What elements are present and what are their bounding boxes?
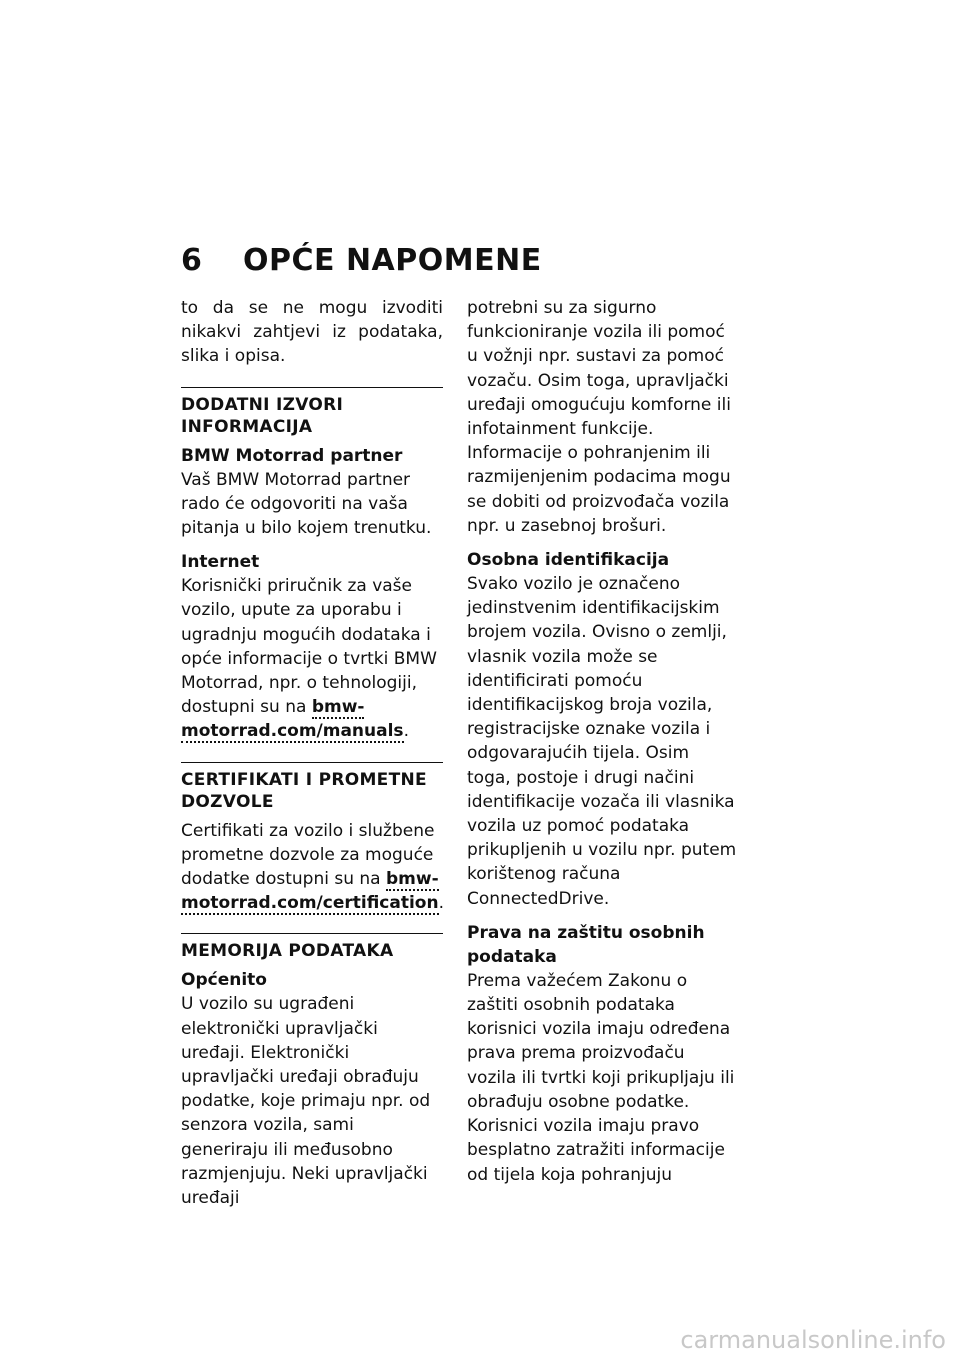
watermark: carmanualsonline.info xyxy=(680,1326,946,1354)
prava-text: Prema važećem Zakonu o zaštiti osobnih podataka korisnici vozila imaju određena prava prema proizvođaču vozila ili tvrtki koji prikupljaju ili obrađuju osobne podatke. xyxy=(467,970,735,1112)
subheading-internet: Internet xyxy=(181,552,260,573)
subheading-prava: Prava na zaštitu osobnih podataka xyxy=(467,922,705,967)
section-heading-memorija: MEMORIJA PODATAKA xyxy=(181,941,394,962)
section-heading-certifikati: CERTIFIKATI I PROMETNE DOZVOLE xyxy=(181,769,427,812)
subheading-opcenito: Općenito xyxy=(181,970,267,991)
internet-text xyxy=(181,574,443,743)
opcenito-text: U vozilo su ugrađeni elektronički upravljački uređaji. Elektronički upravljački uređaji obrađuju podatke, koje primaju npr. od senzora vozila, sami generiraju ili međusobno razmjenjuju. Neki upravljački uređaji xyxy=(181,994,431,1209)
section-memorija xyxy=(181,933,443,1210)
left-column xyxy=(181,296,443,1210)
right-column xyxy=(467,296,737,1187)
subheading-partner: BMW Motorrad partner xyxy=(181,445,403,466)
certification-link[interactable]: bmw-motorrad.com/certification xyxy=(181,869,439,914)
chapter-title xyxy=(181,243,542,278)
partner-text: Vaš BMW Motorrad partner rado će odgovoriti na vaša pitanja u bilo kojem trenutku. xyxy=(181,469,432,539)
section-dodatni xyxy=(181,387,443,744)
right-paragraph-1: potrebni su za sigurno funkcioniranje vozila ili pomoć u vožnji npr. sustavi za pomoć vozaču. Osim toga, upravljački uređaji omogućuju komforne ili infotainment funkcije. xyxy=(467,298,731,440)
internet-text-body: Korisnički priručnik za vaše vozilo, upute za uporabu i ugradnju mogućih dodataka i opće informacije o tvrtki BMW Motorrad, npr. o tehnologiji, dostupni su na xyxy=(181,576,437,718)
manuals-link[interactable]: bmw-motorrad.com/manuals xyxy=(181,697,404,742)
chapter-number: 6 xyxy=(181,243,203,278)
right-paragraph-2: Informacije o pohranjenim ili razmijenjenim podacima mogu se dobiti od proizvođača vozila npr. u zasebnoj brošuri. xyxy=(467,443,731,536)
prava-text-2: Korisnici vozila imaju pravo besplatno zatražiti informacije od tijela koja pohranjuju xyxy=(467,1116,725,1185)
section-heading-dodatni: DODATNI IZVORI INFORMACIJA xyxy=(181,394,344,437)
osobna-text: Svako vozilo je označeno jedinstvenim identifikacijskim brojem vozila. Ovisno o zemlji, vlasnik vozila može se identificirati pomoću identifikacijskog broja vozila, registracijske oznake vozila i odgovarajućih tijela. Osim toga, postoje i drugi načini identifikacije vozača ili vlasnika vozila uz pomoć podataka prikupljenih u vozilu npr. putem korištenog računa ConnectedDrive. xyxy=(467,574,737,909)
certifikati-text xyxy=(181,819,443,916)
section-certifikati xyxy=(181,762,443,916)
certifikati-text-end: . xyxy=(438,893,444,914)
certifikati-text-body: Certifikati za vozilo i službene prometne dozvole za moguće dodatke dostupni su na xyxy=(181,820,435,890)
chapter-title-text: OPĆE NAPOMENE xyxy=(243,243,542,278)
internet-text-end: . xyxy=(403,721,409,742)
subheading-osobna: Osobna identifikacija xyxy=(467,550,670,571)
intro-paragraph: to da se ne mogu izvoditi nikakvi zahtjevi iz podataka, slika i opisa. xyxy=(181,298,443,367)
